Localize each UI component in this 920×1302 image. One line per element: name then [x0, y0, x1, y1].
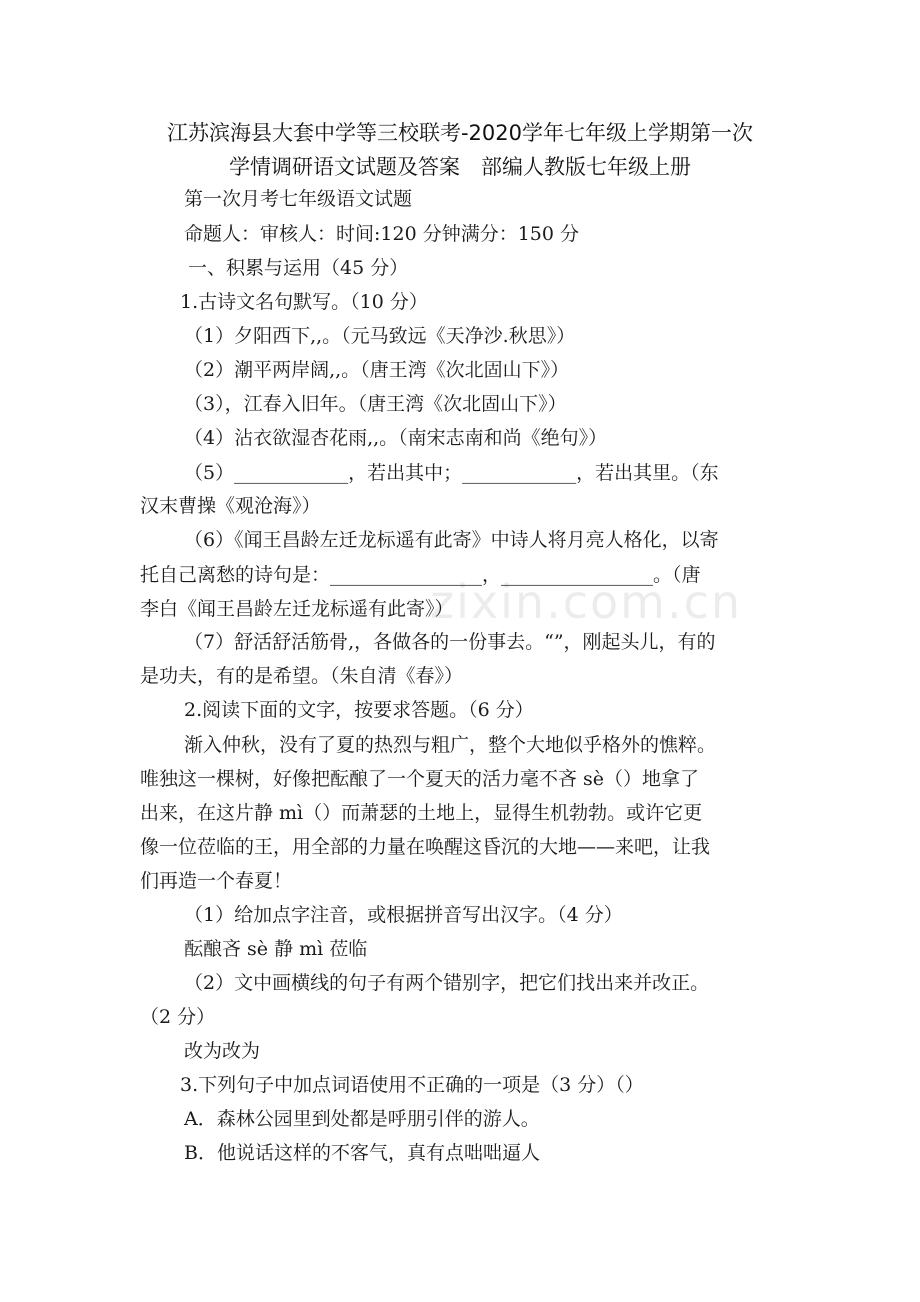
question-1: 1.古诗文名句默写。（10 分）	[180, 291, 428, 313]
question-1-item-2: （2）潮平两岸阔,,。（唐王湾《次北固山下》）	[184, 359, 570, 381]
question-2-item-2: （2）文中画横线的句子有两个错别字，把它们找出来并改正。	[184, 972, 710, 994]
question-2-item-1-words: 酝酿吝 sè 静 mì 莅临	[184, 938, 368, 960]
question-1-item-7: （7）舒活舒活筋骨,，各做各的一份事去。“”，刚起头儿，有的	[184, 631, 716, 653]
exam-meta: 命题人：审核人：时间:120 分钟满分：150 分	[184, 223, 580, 245]
question-1-item-4: （4）沾衣欲湿杏花雨,,。（南宋志南和尚《绝句》）	[184, 427, 608, 449]
question-2-item-2-cont: （2 分）	[140, 1006, 216, 1028]
question-3-option-a: A．森林公园里到处都是呼朋引伴的游人。	[184, 1108, 540, 1130]
document-title-line-1: 江苏滨海县大套中学等三校联考-2020学年七年级上学期第一次	[166, 121, 754, 145]
section-heading: 一、积累与运用（45 分）	[188, 257, 409, 279]
passage-line-4: 像一位莅临的王，用全部的力量在唤醒这昏沉的大地——来吧，让我	[140, 836, 711, 858]
passage-line-1: 渐入仲秋，没有了夏的热烈与粗广，整个大地似乎格外的憔粹。	[184, 734, 717, 756]
exam-subtitle: 第一次月考七年级语文试题	[184, 188, 413, 210]
question-3: 3.下列句子中加点词语使用不正确的一项是（3 分）（）	[180, 1074, 644, 1096]
watermark: zixin.com.cn	[430, 575, 743, 629]
question-1-item-6: （6）《闻王昌龄左迁龙标遥有此寄》中诗人将月亮人格化，以寄	[184, 529, 719, 551]
question-1-item-6-source: 李白《闻王昌龄左迁龙标遥有此寄》）	[140, 598, 454, 620]
passage-line-5: 们再造一个春夏！	[140, 870, 293, 892]
question-1-item-3: （3），江春入旧年。（唐王湾《次北固山下》）	[184, 393, 567, 415]
question-1-item-5: （5）____________，若出其中；____________，若出其里。（东	[184, 462, 719, 484]
question-2-item-2-answer: 改为改为	[184, 1040, 261, 1062]
question-1-item-5-cont: 汉末曹操《观沧海》）	[140, 495, 321, 517]
question-1-item-7-cont: 是功夫，有的是希望。（朱自清《春》）	[140, 665, 464, 687]
question-3-option-b: B．他说话这样的不客气，真有点咄咄逼人	[184, 1142, 540, 1164]
question-1-item-1: （1）夕阳西下,,。（元马致远《天净沙.秋思》）	[184, 325, 576, 347]
document-title-line-2: 学情调研语文试题及答案 部编人教版七年级上册	[229, 155, 691, 179]
question-1-item-6-cont: 托自己离愁的诗句是：________________，________________。（唐	[140, 564, 701, 586]
passage-line-3: 出来，在这片静 mì（）而萧瑟的土地上，显得生机勃勃。或许它更	[140, 802, 703, 824]
question-2-item-1: （1）给加点字注音，或根据拼音写出汉字。（4 分）	[184, 904, 623, 926]
question-2: 2.阅读下面的文字，按要求答题。（6 分）	[184, 699, 534, 721]
passage-line-2: 唯独这一棵树，好像把酝酿了一个夏天的活力毫不吝 sè（）地拿了	[140, 768, 700, 790]
